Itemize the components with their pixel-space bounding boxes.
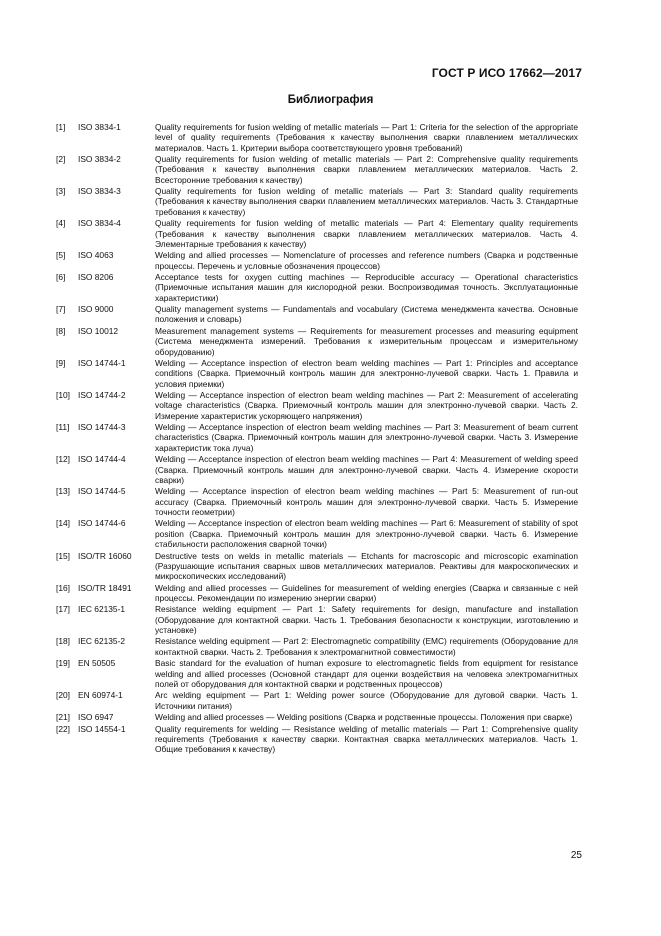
bibliography-entry [56, 518, 578, 549]
entry-title: Quality requirements for fusion welding of metallic materials — Part 1: Criteria for the selection of the appropriate level of quality requirements (Требования к качеству выполнения сварки плавлением металлических материалов. Часть 1. Критерии выбора соответствующего уровня требований) [155, 122, 578, 153]
entry-number: [22] [56, 723, 70, 734]
entry-standard-code: ISO 4063 [78, 250, 114, 261]
bibliography-entry [56, 272, 578, 303]
entry-standard-code: IEC 62135-2 [78, 636, 126, 647]
entry-title: Welding — Acceptance inspection of electron beam welding machines — Part 4: Measurement of welding speed (Сварка. Приемочный контроль машин для электронно-лучевой сварки. Часть 4. Измерение скорости сварки) [155, 454, 578, 485]
entry-standard-code: ISO 3834-4 [78, 218, 121, 229]
entry-standard-code: ISO/TR 16060 [78, 550, 132, 561]
bibliography-entry [56, 583, 578, 604]
entry-standard-code: ISO 14744-2 [78, 390, 126, 401]
entry-number: [7] [56, 304, 66, 315]
entry-title: Welding and allied processes — Welding positions (Сварка и родственные процессы. Положения при сварке) [155, 712, 573, 723]
entry-title: Destructive tests on welds in metallic materials — Etchants for macroscopic and microscopic examination (Разрушающие испытания сварных швов металлических материалов. Реактивы для макроскопических и микроскопических исследований) [155, 550, 578, 582]
entry-reference [56, 518, 155, 549]
bibliography-entry [56, 454, 578, 485]
bibliography-entry [56, 712, 578, 722]
entry-standard-code: ISO 10012 [78, 325, 119, 336]
bibliography-entry [56, 604, 578, 635]
bibliography-entry [56, 218, 578, 249]
entry-standard-code: ISO 14744-1 [78, 358, 126, 369]
entry-reference [56, 636, 155, 657]
entry-title: Quality requirements for fusion welding of metallic materials — Part 4: Elementary quality requirements (Требования к качеству выполнения сварки плавлением металлических материалов. Часть 4. Элементарные требования к качеству) [155, 218, 578, 249]
entry-number: [19] [56, 658, 70, 669]
entry-number: [12] [56, 454, 70, 465]
bibliography-entry [56, 486, 578, 517]
entry-number: [6] [56, 272, 66, 283]
bibliography-entry [56, 724, 578, 755]
entry-title: Measurement management systems — Requirements for measurement processes and measuring equipment (Система менеджмента измерений. Требования к измерительным процессам и измерительному оборудованию) [155, 325, 578, 357]
entry-number: [16] [56, 582, 70, 593]
entry-standard-code: ISO/TR 18491 [78, 582, 132, 593]
entry-number: [2] [56, 154, 66, 165]
entry-number: [1] [56, 122, 66, 132]
entry-reference [56, 486, 155, 517]
entry-number: [10] [56, 390, 70, 401]
bibliography-entry [56, 390, 578, 421]
entry-reference [56, 186, 155, 217]
page-title: Библиография [287, 94, 374, 106]
entry-standard-code: ISO 9000 [78, 304, 114, 315]
entry-reference [56, 122, 155, 153]
entry-title: Welding — Acceptance inspection of electron beam welding machines — Part 1: Principles and acceptance conditions (Сварка. Приемочный контроль машин для электронно-лучевой сварки. Часть 1. Правила и условия приемки) [155, 358, 578, 389]
bibliography-entry [56, 122, 578, 153]
entry-number: [20] [56, 690, 70, 701]
entry-number: [21] [56, 712, 70, 723]
entry-reference [56, 422, 155, 453]
entry-reference [56, 358, 155, 389]
entry-reference [56, 690, 155, 711]
entry-standard-code: ISO 14744-3 [78, 422, 126, 433]
page-number: 25 [570, 850, 582, 861]
entry-number: [17] [56, 604, 70, 615]
entry-standard-code: ISO 3834-2 [78, 154, 121, 165]
entry-standard-code: ISO 3834-3 [78, 186, 121, 197]
entry-reference [56, 250, 155, 271]
entry-reference [56, 454, 155, 485]
entry-number: [5] [56, 250, 66, 261]
entry-title: Resistance welding equipment — Part 2: Electromagnetic compatibility (EMC) requirements (Оборудование для контактной сварки. Часть 2. Требования к электромагнитной совместимости) [155, 636, 578, 657]
entry-title: Acceptance tests for oxygen cutting machines — Reproducible accuracy — Operational characteristics (Приемочные испытания машин для кислородной резки. Воспроизводимая точность. Эксплуатационные характеристики) [155, 272, 578, 303]
entry-reference [56, 154, 155, 185]
entry-title: Welding and allied processes — Nomenclature of processes and reference numbers (Сварка и родственные процессы. Перечень и условные обозначения процессов) [155, 250, 578, 271]
entry-title: Basic standard for the evaluation of human exposure to electromagnetic fields from equipment for resistance welding and allied processes (Основной стандарт для оценки воздействия на человека электромагнитных полей от оборудования для контактной сварки и родственных процессов) [155, 658, 578, 689]
standard-designation: ГОСТ Р ИСО 17662—2017 [431, 66, 582, 80]
entry-reference [56, 390, 155, 421]
entry-number: [11] [56, 422, 70, 433]
bibliography-entry [56, 690, 578, 711]
entry-reference [56, 604, 155, 635]
bibliography-entry [56, 154, 578, 185]
entry-number: [8] [56, 325, 66, 336]
entry-title: Quality requirements for fusion welding of metallic materials — Part 3: Standard quality requirements (Требования к качеству выполнения сварки плавлением металлических материалов. Часть 3. Стандартные требования к качеству) [155, 186, 578, 217]
entry-title: Welding and allied processes — Guidelines for measurement of welding energies (Сварка и связанные с ней процессы. Рекомендации по измерению энергии сварки) [155, 582, 578, 603]
entry-title: Resistance welding equipment — Part 1: Safety requirements for design, manufacture and installation (Оборудование для контактной сварки. Часть 1. Требования безопасности к конструкции, изготовлению и установке) [155, 604, 578, 635]
entry-reference [56, 658, 155, 689]
bibliography-entry [56, 250, 578, 271]
bibliography-entry [56, 304, 578, 325]
entry-title: Welding — Acceptance inspection of electron beam welding machines — Part 5: Measurement of run-out accuracy (Сварка. Приемочный контроль машин для электронно-лучевой сварки. Часть 5. Измерение точности геометрии) [155, 486, 578, 517]
entry-title: Welding — Acceptance inspection of electron beam welding machines — Part 2: Measurement of accelerating voltage characteristics (Сварка. Приемочный контроль машин для электронно-лучевой сварки. Часть 2. Измерение характеристик ускоряющего напряжения) [155, 390, 578, 421]
entry-number: [14] [56, 518, 70, 529]
entry-reference [56, 218, 155, 249]
entry-number: [3] [56, 186, 66, 197]
entry-reference [56, 326, 155, 357]
entry-title: Arc welding equipment — Part 1: Welding power source (Оборудование для дуговой сварки. Часть 1. Источники питания) [155, 690, 578, 711]
entry-number: [9] [56, 358, 66, 369]
entry-number: [4] [56, 218, 66, 229]
entry-reference [56, 551, 155, 582]
entry-reference [56, 304, 155, 325]
entry-standard-code: ISO 14744-5 [78, 486, 126, 497]
bibliography-entry [56, 551, 578, 582]
entry-title: Quality requirements for welding — Resistance welding of metallic materials — Part 1: Comprehensive quality requirements (Требования к качеству сварки. Контактная сварка металлических материалов. Часть 1. Общие требования к качеству) [155, 723, 578, 755]
bibliography-entry [56, 358, 578, 389]
bibliography-entry [56, 658, 578, 689]
entry-standard-code: IEC 62135-1 [78, 604, 126, 615]
entry-standard-code: ISO 3834-1 [78, 122, 121, 132]
entry-standard-code: EN 60974-1 [78, 690, 123, 701]
entry-standard-code: ISO 14744-6 [78, 518, 126, 529]
entry-reference [56, 712, 155, 722]
entry-title: Quality requirements for fusion welding of metallic materials — Part 2: Comprehensive quality requirements (Требования к качеству выполнения сварки плавлением металлических материалов. Часть 2. Всесторонние требования к качеству) [155, 154, 578, 185]
bibliography-entry [56, 186, 578, 217]
entry-title: Welding — Acceptance inspection of electron beam welding machines — Part 3: Measurement of beam current characteristics (Сварка. Приемочный контроль машин для электронно-лучевой сварки. Часть 3. Измерение характеристик тока луча) [155, 422, 578, 453]
entry-reference [56, 272, 155, 303]
entry-reference [56, 583, 155, 604]
bibliography-entry [56, 636, 578, 657]
entry-number: [15] [56, 550, 70, 561]
bibliography-list [56, 122, 578, 756]
entry-standard-code: ISO 14744-4 [78, 454, 126, 465]
bibliography-entry [56, 422, 578, 453]
entry-standard-code: ISO 8206 [78, 272, 114, 283]
entry-number: [18] [56, 636, 70, 647]
entry-number: [13] [56, 486, 70, 497]
entry-title: Quality management systems — Fundamentals and vocabulary (Система менеджмента качества. Основные положения и словарь) [155, 304, 578, 325]
entry-standard-code: ISO 14554-1 [78, 723, 126, 734]
entry-standard-code: EN 50505 [78, 658, 116, 669]
entry-standard-code: ISO 6947 [78, 712, 114, 723]
entry-title: Welding — Acceptance inspection of electron beam welding machines — Part 6: Measurement of stability of spot position (Сварка. Приемочный контроль машин для электронно-лучевой сварки. Часть 6. Измерение стабильности расположения сварной точки) [155, 518, 578, 550]
entry-reference [56, 724, 155, 755]
bibliography-entry [56, 326, 578, 357]
